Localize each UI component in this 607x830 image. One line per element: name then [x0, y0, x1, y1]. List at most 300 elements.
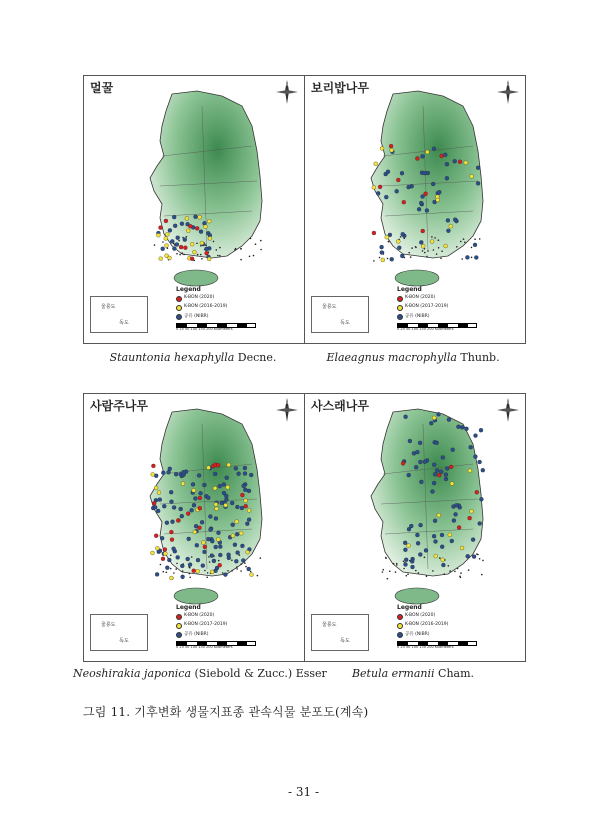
occurrence-point — [153, 505, 157, 509]
island-mark — [162, 241, 164, 243]
occurrence-point — [192, 503, 196, 507]
occurrence-point — [218, 553, 222, 557]
occurrence-point — [176, 519, 180, 523]
occurrence-point — [155, 546, 159, 550]
island-mark — [205, 244, 207, 246]
inset-label: 독도 — [119, 638, 129, 644]
scale-label: 0 25 50 100 150 200 Kilometers — [176, 645, 233, 649]
occurrence-point — [167, 558, 171, 562]
island-mark — [424, 252, 426, 254]
occurrence-point — [437, 190, 441, 194]
island-mark — [426, 256, 428, 258]
occurrence-point — [234, 559, 238, 563]
island-mark — [206, 577, 208, 579]
occurrence-point — [468, 516, 472, 520]
island-mark — [245, 566, 247, 568]
occurrence-point — [168, 467, 172, 471]
occurrence-point — [170, 500, 174, 504]
occurrence-point — [172, 506, 176, 510]
occurrence-point — [473, 243, 477, 247]
occurrence-point — [237, 472, 241, 476]
occurrence-point — [200, 241, 204, 245]
island-mark — [176, 253, 178, 255]
occurrence-point — [218, 484, 222, 488]
occurrence-point — [378, 185, 382, 189]
island-mark — [460, 572, 462, 574]
island-mark — [441, 250, 443, 252]
species-caption — [73, 351, 313, 364]
occurrence-point — [163, 552, 167, 556]
occurrence-point — [181, 575, 185, 579]
occurrence-point — [407, 544, 411, 548]
occurrence-point — [172, 247, 176, 251]
species-name: Betula ermanii — [351, 667, 435, 680]
occurrence-point — [450, 482, 454, 486]
occurrence-point — [151, 472, 155, 476]
occurrence-point — [435, 441, 439, 445]
occurrence-point — [460, 546, 464, 550]
occurrence-point — [202, 483, 206, 487]
island-mark — [379, 257, 381, 259]
occurrence-point — [403, 541, 407, 545]
occurrence-point — [481, 468, 485, 472]
ulleung-inset — [311, 296, 369, 333]
inset-label: 울릉도 — [101, 304, 116, 310]
occurrence-point — [164, 219, 168, 223]
occurrence-point — [417, 207, 421, 211]
island-mark — [163, 571, 165, 573]
jeju-island — [395, 270, 439, 286]
species-name: Stauntonia hexaphylla — [109, 351, 235, 364]
occurrence-point — [192, 488, 196, 492]
occurrence-point — [434, 540, 438, 544]
occurrence-point — [466, 554, 470, 558]
occurrence-point — [161, 471, 165, 475]
occurrence-point — [173, 224, 177, 228]
occurrence-point — [419, 480, 423, 484]
occurrence-point — [179, 245, 183, 249]
occurrence-point — [242, 484, 246, 488]
occurrence-point — [421, 154, 425, 158]
occurrence-point — [449, 224, 453, 228]
occurrence-point — [448, 533, 452, 537]
legend-item: 공유 (NIBR) — [184, 314, 209, 319]
map-panel-1 — [83, 75, 305, 344]
occurrence-point — [172, 215, 176, 219]
island-mark — [403, 568, 405, 570]
island-mark — [260, 557, 262, 559]
occurrence-point — [452, 519, 456, 523]
island-mark — [222, 572, 224, 574]
occurrence-point — [445, 176, 449, 180]
island-mark — [427, 250, 429, 252]
island-mark — [216, 249, 218, 251]
occurrence-point — [374, 162, 378, 166]
species-name: Neoshirakia japonica — [73, 667, 192, 680]
occurrence-point — [381, 258, 385, 262]
occurrence-point — [191, 482, 195, 486]
occurrence-point — [180, 222, 184, 226]
occurrence-point — [401, 232, 405, 236]
island-mark — [448, 565, 450, 567]
island-mark — [166, 572, 168, 574]
occurrence-point — [233, 543, 237, 547]
occurrence-point — [412, 451, 416, 455]
occurrence-point — [441, 563, 445, 567]
occurrence-point — [407, 473, 411, 477]
svg-text:N: N — [285, 400, 289, 405]
occurrence-point — [241, 559, 245, 563]
occurrence-point — [212, 559, 216, 563]
species-author: Decne. — [234, 351, 277, 364]
island-mark — [167, 247, 169, 249]
occurrence-point — [460, 425, 464, 429]
occurrence-point — [469, 445, 473, 449]
occurrence-point — [478, 522, 482, 526]
island-mark — [432, 570, 434, 572]
occurrence-point — [168, 256, 172, 260]
jeju-island — [395, 588, 439, 604]
island-mark — [208, 556, 210, 558]
occurrence-point — [206, 496, 210, 500]
occurrence-point — [471, 538, 475, 542]
island-mark — [183, 254, 185, 256]
occurrence-point — [386, 170, 390, 174]
island-mark — [182, 570, 184, 572]
occurrence-point — [454, 503, 458, 507]
island-mark — [197, 254, 199, 256]
occurrence-point — [432, 481, 436, 485]
legend-item: K-BON (2017-2019) — [405, 304, 449, 309]
occurrence-point — [165, 566, 169, 570]
inset-label: 독도 — [340, 320, 350, 326]
occurrence-point — [402, 200, 406, 204]
island-mark — [431, 236, 433, 238]
occurrence-point — [203, 550, 207, 554]
island-mark — [257, 575, 259, 577]
occurrence-point — [421, 229, 425, 233]
occurrence-point — [186, 512, 190, 516]
island-mark — [189, 567, 191, 569]
island-mark — [240, 248, 242, 250]
occurrence-point — [435, 469, 439, 473]
page-number: - 31 - — [287, 785, 319, 799]
map-panel-3 — [83, 393, 305, 662]
occurrence-point — [418, 441, 422, 445]
species-author: Thunb. — [456, 351, 500, 364]
island-mark — [387, 578, 389, 580]
occurrence-point — [401, 461, 405, 465]
island-mark — [204, 570, 206, 572]
occurrence-point — [453, 218, 457, 222]
island-mark — [240, 563, 242, 565]
occurrence-point — [465, 427, 469, 431]
island-mark — [231, 570, 233, 572]
island-mark — [385, 557, 387, 559]
island-mark — [463, 238, 465, 240]
island-mark — [173, 572, 175, 574]
panel-title: 사스래나무 — [311, 399, 369, 413]
occurrence-point — [222, 491, 226, 495]
occurrence-point — [180, 514, 184, 518]
occurrence-point — [154, 486, 158, 490]
legend-title: Legend — [397, 604, 422, 611]
occurrence-point — [176, 555, 180, 559]
occurrence-point — [179, 507, 183, 511]
island-mark — [444, 573, 446, 575]
occurrence-point — [162, 504, 166, 508]
occurrence-point — [415, 157, 419, 161]
occurrence-point — [156, 509, 160, 513]
island-mark — [400, 236, 402, 238]
occurrence-point — [231, 523, 235, 527]
ulleung-inset — [90, 614, 148, 651]
occurrence-point — [230, 501, 234, 505]
occurrence-point — [169, 490, 173, 494]
inset-label: 울릉도 — [322, 304, 337, 310]
occurrence-point — [433, 472, 437, 476]
occurrence-point — [445, 162, 449, 166]
occurrence-point — [249, 473, 253, 477]
island-mark — [196, 243, 198, 245]
occurrence-point — [182, 470, 186, 474]
occurrence-point — [474, 434, 478, 438]
occurrence-point — [400, 171, 404, 175]
island-mark — [482, 560, 484, 562]
island-mark — [422, 250, 424, 252]
occurrence-point — [447, 418, 451, 422]
occurrence-point — [424, 192, 428, 196]
scale-label: 0 25 50 100 150 200 Kilometers — [176, 327, 233, 331]
island-mark — [186, 236, 188, 238]
occurrence-point — [204, 225, 208, 229]
svg-text:N: N — [506, 82, 510, 87]
island-mark — [235, 248, 237, 250]
species-caption — [293, 351, 533, 364]
occurrence-point — [159, 257, 163, 261]
occurrence-point — [434, 554, 438, 558]
occurrence-point — [188, 224, 192, 228]
occurrence-point — [440, 154, 444, 158]
island-mark — [249, 256, 251, 258]
occurrence-point — [187, 537, 191, 541]
island-mark — [253, 255, 255, 257]
map-panel-2 — [304, 75, 526, 344]
occurrence-point — [161, 247, 165, 251]
occurrence-point — [176, 236, 180, 240]
island-mark — [178, 240, 180, 242]
occurrence-point — [218, 563, 222, 567]
occurrence-point — [458, 160, 462, 164]
inset-label: 울릉도 — [322, 622, 337, 628]
occurrence-point — [431, 490, 435, 494]
occurrence-point — [216, 463, 220, 467]
island-mark — [219, 247, 221, 249]
island-mark — [457, 568, 459, 570]
occurrence-point — [449, 465, 453, 469]
occurrence-point — [440, 533, 444, 537]
legend-item: 공유 (NIBR) — [184, 632, 209, 637]
occurrence-point — [464, 161, 468, 165]
island-mark — [389, 570, 391, 572]
occurrence-point — [169, 576, 173, 580]
occurrence-point — [411, 565, 415, 569]
occurrence-point — [416, 541, 420, 545]
occurrence-point — [432, 416, 436, 420]
occurrence-point — [224, 503, 228, 507]
island-mark — [240, 259, 242, 261]
occurrence-point — [240, 493, 244, 497]
island-mark — [439, 557, 441, 559]
occurrence-point — [226, 485, 230, 489]
species-name: Elaeagnus macrophylla — [326, 351, 457, 364]
occurrence-point — [197, 474, 201, 478]
occurrence-point — [446, 218, 450, 222]
occurrence-point — [169, 530, 173, 534]
occurrence-point — [429, 421, 433, 425]
occurrence-point — [185, 216, 189, 220]
occurrence-point — [214, 517, 218, 521]
occurrence-point — [468, 469, 472, 473]
occurrence-point — [380, 245, 384, 249]
occurrence-point — [432, 534, 436, 538]
occurrence-point — [250, 573, 254, 577]
island-mark — [406, 575, 408, 577]
occurrence-point — [193, 497, 197, 501]
svg-text:N: N — [285, 82, 289, 87]
occurrence-point — [171, 520, 175, 524]
island-mark — [387, 258, 389, 260]
island-mark — [396, 564, 398, 566]
species-author: Cham. — [434, 667, 475, 680]
occurrence-point — [205, 247, 209, 251]
occurrence-point — [192, 569, 196, 573]
occurrence-point — [430, 240, 434, 244]
occurrence-point — [396, 240, 400, 244]
island-mark — [217, 255, 219, 257]
occurrence-point — [441, 558, 445, 562]
scale-label: 0 25 50 100 150 200 Kilometers — [397, 327, 454, 331]
occurrence-point — [200, 520, 204, 524]
island-mark — [388, 241, 390, 243]
occurrence-point — [440, 545, 444, 549]
figure-caption: 그림 11. 기후변화 생물지표종 관속식물 분포도(계속) — [83, 705, 369, 719]
occurrence-point — [425, 150, 429, 154]
occurrence-point — [415, 533, 419, 537]
island-mark — [415, 246, 417, 248]
island-mark — [438, 239, 440, 241]
occurrence-point — [194, 215, 198, 219]
occurrence-point — [472, 555, 476, 559]
occurrence-point — [165, 521, 169, 525]
occurrence-point — [419, 523, 423, 527]
occurrence-point — [235, 520, 239, 524]
island-mark — [454, 571, 456, 573]
occurrence-point — [476, 181, 480, 185]
island-mark — [468, 569, 470, 571]
occurrence-point — [207, 257, 211, 261]
occurrence-point — [201, 564, 205, 568]
legend-title: Legend — [397, 286, 422, 293]
occurrence-point — [410, 559, 414, 563]
occurrence-point — [214, 502, 218, 506]
occurrence-point — [174, 472, 178, 476]
occurrence-point — [380, 251, 384, 255]
occurrence-point — [376, 191, 380, 195]
occurrence-point — [407, 527, 411, 531]
island-mark — [403, 561, 405, 563]
occurrence-point — [437, 513, 441, 517]
occurrence-point — [444, 477, 448, 481]
occurrence-point — [418, 553, 422, 557]
species-author: (Siebold & Zucc.) Esser — [191, 667, 327, 680]
island-mark — [260, 249, 262, 251]
occurrence-point — [244, 504, 248, 508]
island-mark — [440, 258, 442, 260]
occurrence-point — [478, 460, 482, 464]
occurrence-point — [244, 499, 248, 503]
legend-item: K-BON (2020) — [405, 613, 436, 618]
island-mark — [408, 252, 410, 254]
island-mark — [181, 252, 183, 254]
occurrence-point — [198, 526, 202, 530]
occurrence-point — [201, 541, 205, 545]
occurrence-point — [208, 236, 212, 240]
occurrence-point — [190, 242, 194, 246]
occurrence-point — [457, 526, 461, 530]
island-mark — [407, 573, 409, 575]
island-mark — [236, 568, 238, 570]
occurrence-point — [450, 539, 454, 543]
panel-title: 보리밥나무 — [311, 81, 369, 95]
svg-text:N: N — [506, 400, 510, 405]
occurrence-point — [470, 509, 474, 513]
occurrence-point — [183, 238, 187, 242]
occurrence-point — [235, 505, 239, 509]
occurrence-point — [372, 231, 376, 235]
occurrence-point — [213, 486, 217, 490]
occurrence-point — [240, 506, 244, 510]
inset-label: 울릉도 — [101, 622, 116, 628]
legend-title: Legend — [176, 286, 201, 293]
occurrence-point — [372, 185, 376, 189]
island-mark — [460, 241, 462, 243]
occurrence-point — [215, 507, 219, 511]
island-mark — [474, 238, 476, 240]
occurrence-point — [218, 545, 222, 549]
occurrence-point — [437, 473, 441, 477]
island-mark — [382, 571, 384, 573]
island-mark — [383, 569, 385, 571]
island-mark — [479, 558, 481, 560]
island-mark — [176, 563, 178, 565]
occurrence-point — [175, 243, 179, 247]
occurrence-point — [224, 498, 228, 502]
island-mark — [461, 258, 463, 260]
ulleung-inset — [311, 614, 369, 651]
occurrence-point — [198, 506, 202, 510]
map-panel-4 — [304, 393, 526, 662]
occurrence-point — [209, 528, 213, 532]
island-mark — [481, 574, 483, 576]
species-caption — [293, 667, 533, 680]
occurrence-point — [437, 412, 441, 416]
legend-item: K-BON (2016-2019) — [184, 304, 228, 309]
jeju-island — [174, 270, 218, 286]
occurrence-point — [479, 428, 483, 432]
island-mark — [373, 260, 375, 262]
occurrence-point — [157, 491, 161, 495]
